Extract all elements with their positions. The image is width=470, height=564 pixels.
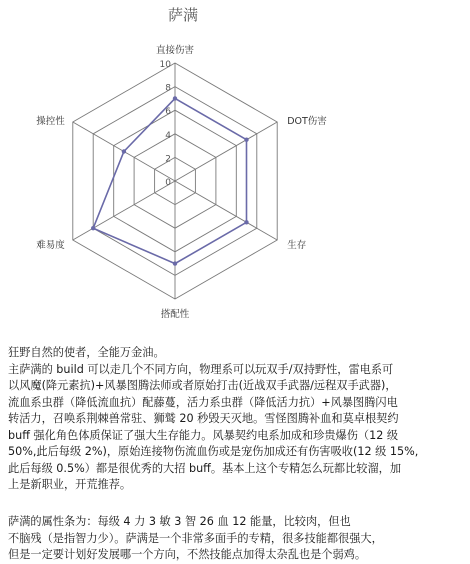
axis-labels [36, 44, 327, 320]
series-point [244, 138, 248, 142]
grid-spoke [175, 181, 277, 240]
text-line: 狂野自然的使者，全能万金油。 [8, 346, 165, 359]
text-line: 以风魔(降元素抗)+风暴图腾法师或者原始打击(近战双手武器/远程双手武器)， [8, 379, 397, 392]
axis-label: DOT伤害 [287, 116, 327, 127]
text-line: 主萨满的 build 可以走几个不同方向，物理系可以玩双手/双持野性，雷电系可 [8, 362, 394, 376]
radial-tick-labels [160, 60, 172, 188]
text-line: 不脑残（是指智力少）。萨满是一个非常多面手的专精，很多技能都很强大， [8, 531, 383, 545]
text-line: 萨满的属性条为：每级 4 力 3 敏 3 智 26 血 12 能量，比较肉，但也 [8, 515, 351, 528]
tick-label: 4 [165, 130, 171, 141]
axis-label: 难易度 [36, 240, 65, 251]
description-paragraph-1 [8, 345, 460, 494]
text-line: 上是新职业，开荒推荐。 [8, 478, 132, 491]
axis-label: 直接伤害 [155, 45, 195, 56]
series-point [91, 226, 95, 230]
series-point [122, 149, 126, 153]
text-line: 50%,此后每级 2%)，原始连接物伤流血伤或是宠伤加成还有伤害吸收(12 级 15%, [8, 445, 419, 458]
chart-title: 萨满 [167, 6, 199, 24]
grid-spoke [175, 122, 277, 181]
text-line: buff 强化角色体质保证了强大生存能力。风暴契约电系加成和珍贵爆伤（12 级 [8, 428, 399, 442]
series-point [244, 220, 248, 224]
tick-label: 6 [165, 107, 171, 118]
text-line: 但是一定要计划好发展哪一个方向，不然技能点加得太杂乱也是个弱鸡。 [8, 548, 367, 561]
tick-label: 2 [165, 154, 171, 165]
grid-spoke [73, 181, 175, 240]
description-paragraph-2 [8, 514, 460, 564]
axis-label: 生存 [287, 240, 307, 251]
axis-label: 搭配性 [160, 309, 190, 320]
axis-label: 操控性 [36, 116, 65, 127]
tick-label: 8 [165, 83, 171, 94]
series-point [173, 96, 177, 100]
text-line: 转活力，召唤系荆棘兽常驻、狮鹫 20 秒毁天灭地。雪怪图腾补血和莫卓根契约 [8, 412, 399, 425]
tick-label: 0 [165, 178, 171, 188]
series-point [173, 261, 177, 265]
tick-label: 10 [159, 60, 171, 70]
text-line: 此后每级 0.5%）都是很优秀的大招 buff。基本上这个专精怎么玩都比较溜，加 [8, 461, 402, 475]
text-line: 流血系虫群（降低流血抗）配藤蔓，活力系虫群（降低活力抗）+风暴图腾闪电 [8, 395, 398, 409]
